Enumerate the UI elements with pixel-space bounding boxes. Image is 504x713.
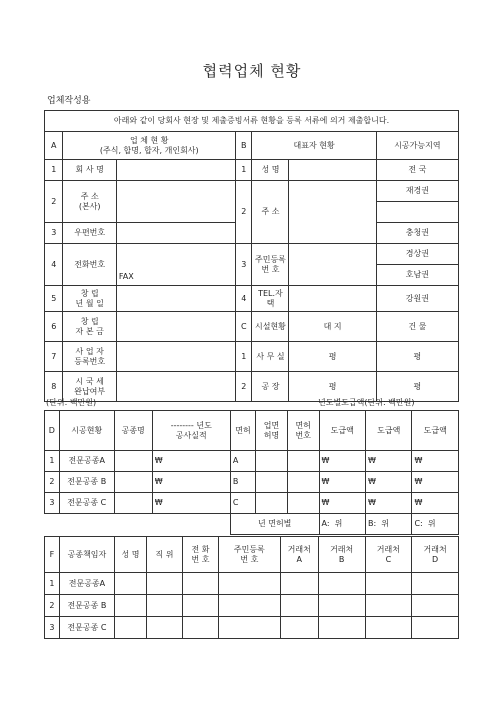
- row-no: 6: [45, 312, 63, 342]
- won-sign: ₩: [412, 472, 459, 493]
- capital-label: [63, 312, 116, 342]
- notice-text: 아래와 같이 당회사 현장 및 제출증빙서류 현황을 등록 서류에 의거 제출합니다.: [45, 111, 459, 132]
- f-cell[interactable]: [412, 595, 459, 617]
- f-row-name: 전문공종A: [59, 573, 114, 595]
- founded-label-2: 년 월 일: [75, 298, 104, 308]
- section-f: F: [45, 537, 60, 573]
- f-cell[interactable]: [219, 617, 281, 639]
- tel-header-2: 번 호: [191, 554, 210, 564]
- d-cell[interactable]: [256, 493, 288, 514]
- d-cell[interactable]: [287, 451, 319, 472]
- region-blank: [376, 202, 458, 223]
- section-d: D: [45, 411, 60, 451]
- rep-id-label-2: 번 호: [261, 264, 280, 274]
- d-row-name: 전문공종 B: [59, 472, 114, 493]
- region-item: 전 국: [376, 160, 458, 181]
- resp-header: 공종책임자: [59, 537, 114, 573]
- client-d-label: 거래처: [423, 544, 447, 554]
- f-cell[interactable]: [182, 573, 218, 595]
- office-site-unit: 평: [289, 342, 376, 372]
- client-b-letter: B: [338, 554, 345, 564]
- d-cell[interactable]: [114, 451, 152, 472]
- f-cell[interactable]: [280, 595, 318, 617]
- row-no: 8: [45, 372, 63, 402]
- row-no: 2: [236, 181, 252, 244]
- status-header: 시공현황: [59, 411, 114, 451]
- grade-cell: C: [230, 493, 255, 514]
- amt-header: 도급액: [319, 411, 365, 451]
- won-sign: ₩: [319, 451, 365, 472]
- f-cell[interactable]: [318, 595, 365, 617]
- license-b-wi: 위: [381, 519, 390, 529]
- row-no: 2: [236, 372, 252, 402]
- company-name-field[interactable]: [116, 160, 235, 181]
- client-b-label: 거래처: [330, 544, 354, 554]
- region-item: 호남권: [376, 265, 458, 286]
- rep-tel-field[interactable]: [289, 286, 376, 312]
- client-d-header: [412, 537, 459, 573]
- perf-header: [152, 411, 230, 451]
- bizno-label-1: 사 업 자: [75, 346, 104, 356]
- license-a-wi: 위: [334, 519, 343, 529]
- rep-name-field[interactable]: [289, 160, 376, 181]
- d-cell[interactable]: [114, 493, 152, 514]
- manager-table: [44, 536, 459, 639]
- f-cell[interactable]: [146, 595, 182, 617]
- d-row-name: 전문공종 C: [59, 493, 114, 514]
- regions-header: 시공가능지역: [376, 132, 458, 160]
- tax-label-2: 완납여부: [74, 386, 106, 396]
- d-cell[interactable]: [256, 451, 288, 472]
- amt-header: 도급액: [366, 411, 412, 451]
- factory-site-unit: 평: [289, 372, 376, 402]
- capital-label-1: 창 립: [80, 316, 99, 326]
- phone-label: 전화번호: [63, 244, 116, 286]
- company-types: (주식, 합명, 합자, 개인회사): [99, 145, 199, 155]
- row-no: 1: [45, 573, 60, 595]
- row-no: 2: [45, 595, 60, 617]
- client-c-header: [365, 537, 412, 573]
- bizno-label: [63, 342, 116, 372]
- f-cell[interactable]: [280, 573, 318, 595]
- grade-cell: B: [230, 472, 255, 493]
- factory-bldg-unit: 평: [376, 372, 458, 402]
- amount-note: 년도별도급액(단위: 백만원): [318, 398, 415, 407]
- f-cell[interactable]: [318, 573, 365, 595]
- name-header: 성 명: [115, 537, 147, 573]
- row-no: 3: [236, 244, 252, 286]
- biz-header: [256, 411, 288, 451]
- tel-header-1: 전 화: [191, 544, 210, 554]
- factory-label: 공 장: [252, 372, 289, 402]
- postal-label: 우편번호: [63, 223, 116, 244]
- tax-label-1: 시 국 세: [75, 376, 104, 386]
- lic-header-2: 번호: [295, 430, 311, 440]
- row-no: 3: [45, 493, 60, 514]
- f-cell[interactable]: [146, 573, 182, 595]
- address-label-1: 주 소: [80, 191, 99, 201]
- office-bldg-unit: 평: [376, 342, 458, 372]
- company-status-title: 업 체 현 황: [129, 135, 169, 145]
- won-sign: ₩: [152, 472, 230, 493]
- biz-header-2: 허명: [263, 430, 280, 440]
- client-a-label: 거래처: [287, 544, 311, 554]
- won-sign: ₩: [152, 493, 230, 514]
- id-header-1: 주민등록: [233, 544, 265, 554]
- row-no: 4: [45, 244, 63, 286]
- f-cell[interactable]: [318, 617, 365, 639]
- address-field[interactable]: [116, 181, 235, 223]
- won-sign: ₩: [152, 451, 230, 472]
- region-item: 강원권: [376, 286, 458, 312]
- section-c: C: [236, 312, 252, 342]
- row-no: 2: [45, 181, 63, 223]
- f-cell[interactable]: [365, 573, 412, 595]
- address-label-2: (본사): [78, 201, 101, 211]
- d-cell[interactable]: [287, 472, 319, 493]
- lic-header-1: 면허: [295, 420, 311, 430]
- license-b: [366, 514, 412, 535]
- amt-header: 도급액: [412, 411, 459, 451]
- client-a-letter: A: [296, 554, 302, 564]
- won-sign: ₩: [366, 451, 412, 472]
- bizno-field[interactable]: [116, 342, 235, 372]
- rep-id-field[interactable]: [289, 244, 376, 286]
- performance-table: [44, 410, 459, 535]
- phone-field[interactable]: [116, 244, 235, 286]
- grade-header: 면허: [230, 411, 255, 451]
- perf-header-2: 공사실적: [175, 430, 207, 440]
- client-a-header: [280, 537, 318, 573]
- building-label: 건 물: [376, 312, 458, 342]
- founded-label: [63, 286, 116, 312]
- rep-id-label-1: 주민등록: [254, 254, 286, 264]
- rep-address-label: 주 소: [252, 181, 289, 244]
- rep-id-label: [252, 244, 289, 286]
- row-no: 3: [45, 617, 60, 639]
- company-name-label: 회 사 명: [63, 160, 116, 181]
- license-c-label: C:: [414, 519, 423, 529]
- lic-header: [287, 411, 319, 451]
- f-cell[interactable]: [146, 617, 182, 639]
- region-item: 충청권: [376, 223, 458, 244]
- d-cell[interactable]: [114, 472, 152, 493]
- won-sign: ₩: [319, 493, 365, 514]
- section-a: A: [45, 132, 63, 160]
- row-no: 1: [236, 342, 252, 372]
- f-cell[interactable]: [412, 617, 459, 639]
- bizno-label-2: 등록번호: [74, 356, 106, 366]
- f-cell[interactable]: [115, 573, 147, 595]
- f-cell[interactable]: [365, 595, 412, 617]
- id-header: [219, 537, 281, 573]
- perf-header-1: -------- 년도: [170, 420, 212, 430]
- region-item: 재경권: [376, 181, 458, 202]
- f-cell[interactable]: [182, 617, 218, 639]
- address-label: [63, 181, 116, 223]
- id-header-2: 번 호: [240, 554, 259, 564]
- rep-status-header: 대표자 현황: [252, 132, 376, 160]
- founded-label-1: 창 립: [80, 288, 99, 298]
- tel-header: [182, 537, 218, 573]
- rep-tel-label: TEL.자택: [252, 286, 289, 312]
- founded-field[interactable]: [116, 286, 235, 312]
- won-sign: ₩: [412, 493, 459, 514]
- biz-header-1: 업면: [263, 420, 280, 430]
- row-no: 1: [45, 160, 63, 181]
- f-cell[interactable]: [365, 617, 412, 639]
- f-row-name: 전문공종 C: [59, 617, 114, 639]
- license-b-label: B:: [368, 519, 377, 529]
- client-d-letter: D: [432, 554, 439, 564]
- fax-label: FAX: [118, 272, 134, 282]
- won-sign: ₩: [412, 451, 459, 472]
- f-cell[interactable]: [115, 595, 147, 617]
- row-no: 2: [45, 472, 60, 493]
- f-cell[interactable]: [115, 617, 147, 639]
- row-no: 1: [45, 451, 60, 472]
- row-no: 3: [45, 223, 63, 244]
- f-cell[interactable]: [182, 595, 218, 617]
- row-no: 1: [236, 160, 252, 181]
- site-label: 대 지: [289, 312, 376, 342]
- grade-cell: A: [230, 451, 255, 472]
- capital-label-2: 자 본 금: [75, 326, 104, 336]
- f-cell[interactable]: [219, 573, 281, 595]
- won-sign: ₩: [366, 493, 412, 514]
- client-c-letter: C: [385, 554, 392, 564]
- region-item: 경상권: [376, 244, 458, 265]
- company-table: [44, 110, 459, 402]
- capital-field[interactable]: [116, 312, 235, 342]
- rep-address-field[interactable]: [289, 181, 376, 244]
- license-blank: [45, 514, 231, 535]
- page-title: 협력업체 현황: [202, 62, 302, 80]
- office-label: 사 무 실: [252, 342, 289, 372]
- license-label: 년 면허별: [230, 514, 319, 535]
- f-row-name: 전문공종 B: [59, 595, 114, 617]
- f-cell[interactable]: [280, 617, 318, 639]
- client-c-label: 거래처: [376, 544, 400, 554]
- d-row-name: 전문공종A: [59, 451, 114, 472]
- unit-note: (단위: 백만원): [46, 398, 97, 407]
- f-cell[interactable]: [412, 573, 459, 595]
- section-label: 업체작성용: [47, 96, 91, 106]
- rep-name-label: 성 명: [252, 160, 289, 181]
- section-b: B: [236, 132, 252, 160]
- license-a-label: A:: [321, 519, 330, 529]
- license-c: [412, 514, 459, 535]
- company-status-header: [63, 132, 236, 160]
- pos-header: 직 위: [146, 537, 182, 573]
- won-sign: ₩: [319, 472, 365, 493]
- d-cell[interactable]: [287, 493, 319, 514]
- postal-field[interactable]: [116, 223, 235, 244]
- d-cell[interactable]: [256, 472, 288, 493]
- tax-field[interactable]: [116, 372, 235, 402]
- type-header: 공종명: [114, 411, 152, 451]
- row-no: 7: [45, 342, 63, 372]
- f-cell[interactable]: [219, 595, 281, 617]
- facility-label: 시설현황: [252, 312, 289, 342]
- row-no: 5: [45, 286, 63, 312]
- license-a: [319, 514, 365, 535]
- row-no: 4: [236, 286, 252, 312]
- client-b-header: [318, 537, 365, 573]
- won-sign: ₩: [366, 472, 412, 493]
- license-c-wi: 위: [427, 519, 436, 529]
